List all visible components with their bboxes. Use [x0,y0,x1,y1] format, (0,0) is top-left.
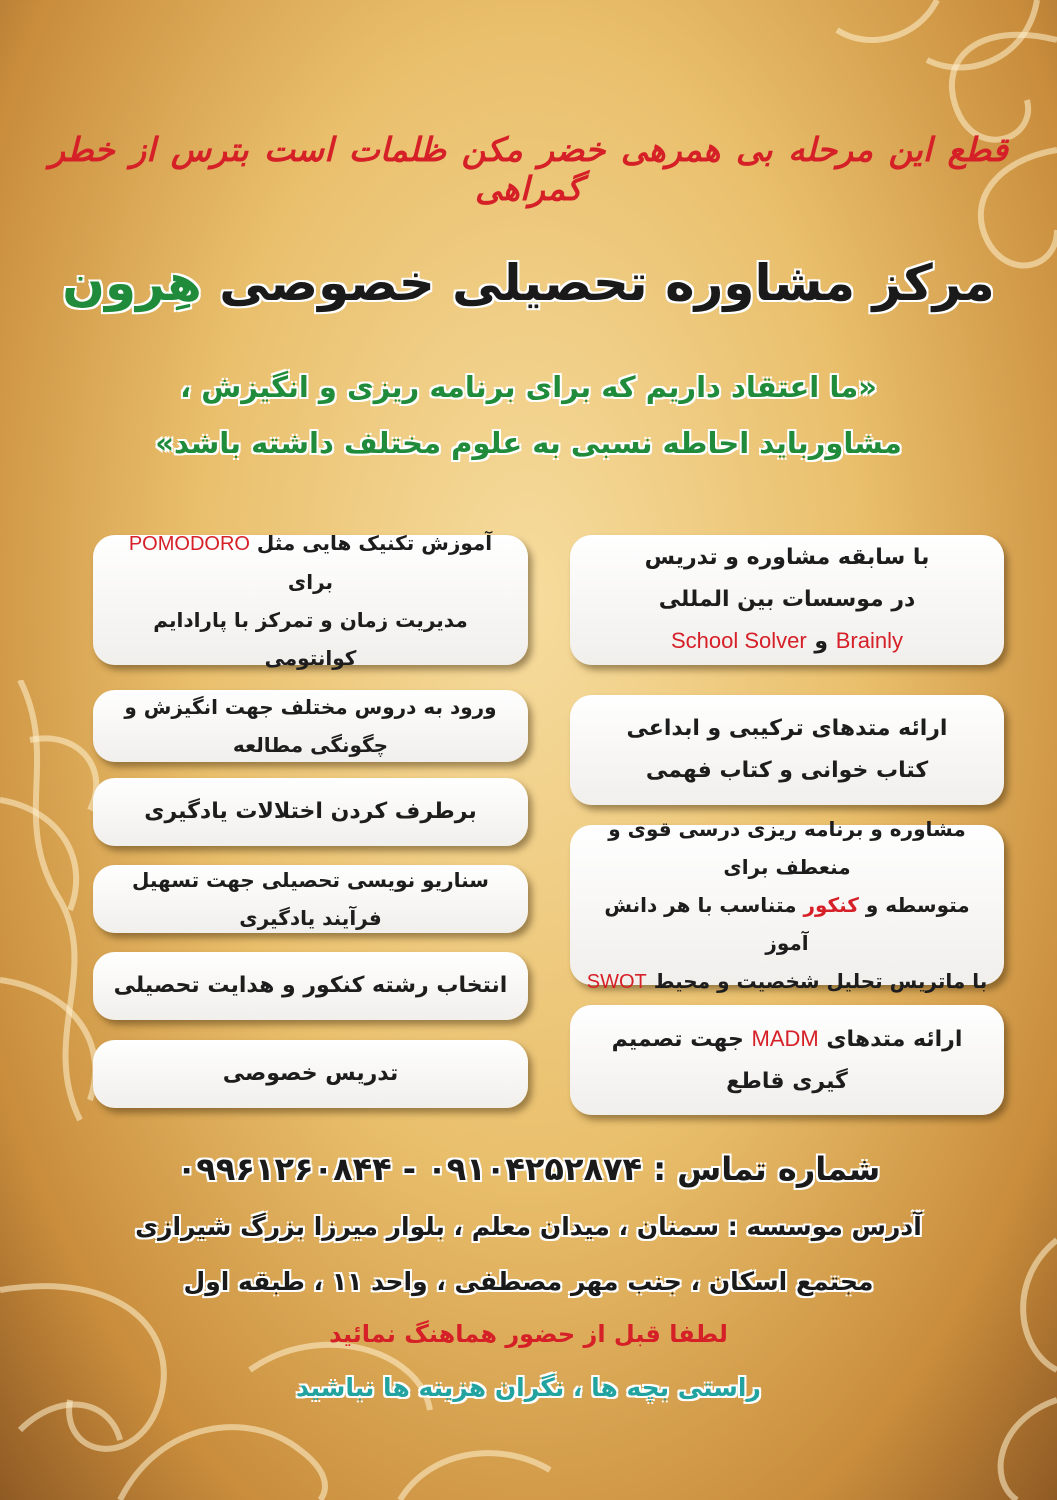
box-line: آموزش تکنیک هایی مثل POMODORO برای [128,530,493,594]
box-line: در موسسات بین المللی [658,586,916,612]
box-line: ارائه متدهای MADM جهت تصمیم گیری قاطع [611,1025,963,1094]
feature-box-major [93,952,528,1020]
box-line: متوسطه و کنکور متناسب با هر دانش آموز [604,892,970,955]
brand-school-solver: School Solver [671,628,807,654]
konkur-highlight: کنکور [803,892,859,917]
contact-address-2: مجتمع اسکان ، جنب مهر مصطفی ، واحد ۱۱ ، طبقه اول [183,1267,874,1296]
box-line: Brainly و School Solver [671,628,903,655]
pomodoro-highlight: POMODORO [128,532,250,555]
feature-box-pomodoro [93,530,528,670]
box-line: مشاوره و برنامه ریزی درسی قوی و منعطف برای [608,816,966,879]
bottom-right-ornament [857,1200,1057,1500]
title-prefix: مرکز مشاوره تحصیلی خصوصی [219,254,995,312]
feature-box-disorders [93,778,528,846]
page-title [0,254,1057,312]
box-line: برطرف کردن اختلالات یادگیری [144,799,477,825]
box-line: ورود به دروس مختلف جهت انگیزش و چگونگی مطالعه [124,695,497,757]
feature-box-experience [570,535,1004,665]
box-line: انتخاب رشته کنکور و هدایت تحصیلی [113,973,508,999]
swot-highlight: SWOT [586,970,647,993]
coordination-note: لطفا قبل از حضور هماهنگ نمائید [329,1320,728,1348]
feature-box-tutoring [93,1040,528,1108]
box-line: سناریو نویسی تحصیلی جهت تسهیل فرآیند یادگیری [132,868,489,930]
brand-name: هِرون [62,254,202,312]
box-line: با ماتریس تحلیل شخصیت و محیط SWOT [586,968,988,993]
contact-address-1: آدرس موسسه : سمنان ، میدان معلم ، بلوار میرزا بزرگ شیرازی [135,1212,922,1241]
box-line: کتاب خوانی و کتاب فهمی [645,758,929,783]
box-line: ارائه متدهای ترکیبی و ابداعی [626,716,948,742]
feature-box-planning [570,816,1004,993]
box-line: تدریس خصوصی [222,1061,399,1087]
madm-highlight: MADM [751,1025,819,1051]
poem-verse: قطع این مرحله بی همرهی خضر مکن ظلمات است بترس از خطر گمراهی [49,130,1008,208]
motto-line-2: مشاوربايد احاطه نسبی به علوم مختلف داشته باشد» [155,426,902,460]
motto-line-1: «ما اعتقاد داریم که برای برنامه ریزی و انگیزش ، [180,370,877,404]
contact-phone: شماره تماس : ۰۹۱۰۴۲۵۲۸۷۴ - ۰۹۹۶۱۲۶۰۸۴۴ [176,1150,881,1188]
feature-box-methods [570,695,1004,805]
cost-slogan: راستی بچه ها ، نگران هزینه ها نباشید [296,1373,761,1402]
feature-box-scenario [93,865,528,933]
feature-box-study [93,690,528,762]
box-line: مدیریت زمان و تمرکز با پارادایم کوانتومی [153,607,468,670]
brand-brainly: Brainly [835,628,903,654]
feature-box-madm [570,1005,1004,1115]
box-line: با سابقه مشاوره و تدریس [644,544,930,570]
